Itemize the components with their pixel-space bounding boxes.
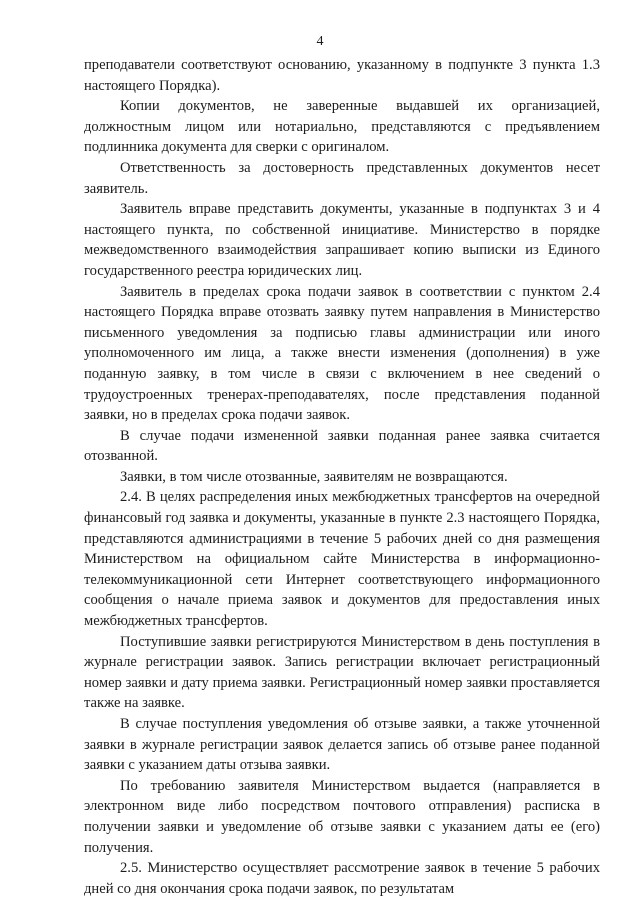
paragraph: Заявки, в том числе отозванные, заявителям не возвращаются.: [120, 468, 508, 485]
paragraph-continuation: преподаватели соответствуют основанию, указанному в подпункте 3 пункта 1.3 настоящего Порядка).: [84, 57, 600, 94]
paragraph: Заявитель вправе представить документы, указанные в подпунктах 3 и 4 настоящего пункта, по собственной инициативе. Министерство в порядке межведомственного взаимодействия запрашивает копию выписки из Единого государственного реестра юридических лиц.: [84, 201, 600, 279]
paragraph: Ответственность за достоверность представленных документов несет заявитель.: [84, 159, 600, 197]
body-text: [84, 55, 600, 899]
paragraph-2-5: 2.5. Министерство осуществляет рассмотрение заявок в течение 5 рабочих дней со дня окончания срока подачи заявок, по результатам: [84, 860, 600, 897]
paragraph: Поступившие заявки регистрируются Министерством в день поступления в журнале регистрации заявок. Запись регистрации включает регистрационный номер заявки и дату приема заявки. Регистрационный номер заявки проставляется также на заявке.: [84, 633, 600, 712]
paragraph-2-4: 2.4. В целях распределения иных межбюджетных трансфертов на очередной финансовый год заявка и документы, указанные в пункте 2.3 настоящего Порядка, представляются администрациями в течение 5 рабочих дней со дня размещения Министерством на официальном сайте Министерства в информационно-телекоммуникационной сети Интернет соответствующего информационного сообщения о начале приема заявок и документов для предоставления иных межбюджетных трансфертов.: [84, 489, 600, 630]
paragraph: В случае поступления уведомления об отзыве заявки, а также уточненной заявки в журнале регистрации заявок делается запись об отзыве ранее поданной заявки с указанием даты отзыва заявки.: [84, 716, 600, 774]
paragraph: По требованию заявителя Министерством выдается (направляется в электронном виде либо посредством почтового отправления) расписка в получении заявки и уведомление об отзыве заявки с указанием даты ее (его) получения.: [84, 777, 600, 856]
paragraph: Заявитель в пределах срока подачи заявок в соответствии с пунктом 2.4 настоящего Порядка вправе отозвать заявку путем направления в Министерство письменного уведомления за подписью главы администрации или иного уполномоченного им лица, а также внести изменения (дополнения) в уже поданную заявку, в том числе в связи с включением в нее сведений о трудоустроенных тренерах-преподавателях, после представления поданной заявки, но в пределах срока подачи заявок.: [84, 283, 600, 424]
paragraph: В случае подачи измененной заявки поданная ранее заявка считается отозванной.: [84, 427, 600, 465]
page-number: 4: [316, 34, 324, 49]
paragraph: Копии документов, не заверенные выдавшей их организацией, должностным лицом или нотариально, представляются с предъявлением подлинника документа для сверки с оригиналом.: [84, 98, 600, 156]
